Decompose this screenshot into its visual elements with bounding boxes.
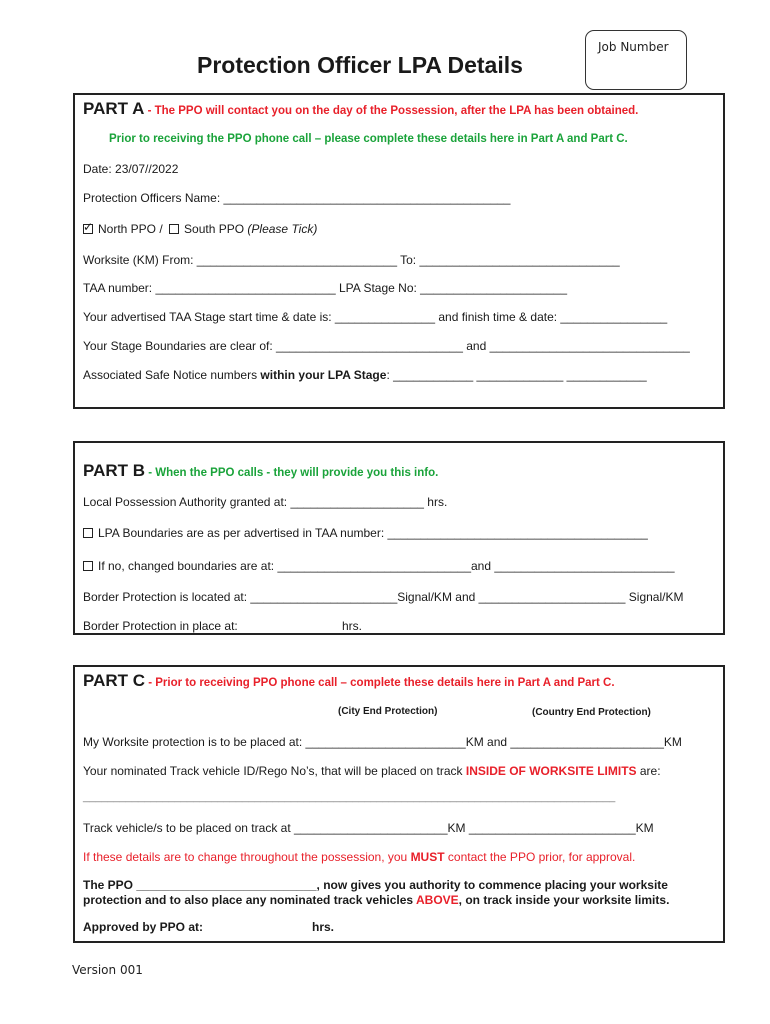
nominated-vehicles-label (83, 764, 661, 778)
part-c-subheading: - Prior to receiving PPO phone call – complete these details here in Part A and Part C. (145, 677, 615, 689)
approved-label: Approved by PPO at: (83, 920, 204, 934)
authority-line-2 (83, 893, 669, 907)
changed-boundaries-checkbox[interactable] (83, 561, 93, 571)
lpa-boundaries-checkbox[interactable] (83, 528, 93, 538)
border-in-place-label: Border Protection in place at: (83, 619, 238, 633)
taa-number-field[interactable]: TAA number: ___________________________ LPA Stage No: ______________________ (83, 281, 567, 295)
lpa-boundaries-row (83, 526, 648, 540)
job-number-label: Job Number (598, 40, 669, 54)
border-located-field[interactable]: Border Protection is located at: ______________________Signal/KM and ______________________ Signal/KM (83, 590, 684, 604)
part-a-subheading: - The PPO will contact you on the day of the Possession, after the LPA has been obtained. (144, 105, 639, 117)
authority-prefix: protection and to also place any nominated track vehicles (83, 893, 416, 907)
part-c-header (83, 671, 615, 691)
job-number-box[interactable] (585, 30, 687, 90)
approved-hrs: hrs. (312, 920, 335, 934)
version-label: Version 001 (72, 963, 143, 977)
nominated-prefix: Your nominated Track vehicle ID/Rego No’s, that will be placed on track (83, 764, 466, 778)
part-b-section (73, 441, 725, 635)
change-suffix: contact the PPO prior, for approval. (444, 850, 636, 864)
worksite-km-field[interactable]: Worksite (KM) From: ______________________________ To: ______________________________ (83, 253, 620, 267)
safe-notice-field[interactable] (83, 368, 647, 382)
stage-boundaries-field[interactable]: Your Stage Boundaries are clear of: ____________________________ and ______________________________ (83, 339, 690, 353)
city-end-label: (City End Protection) (338, 706, 438, 717)
change-must: MUST (410, 850, 445, 864)
part-b-header (83, 461, 438, 481)
part-a-header (83, 99, 638, 119)
advertised-time-field[interactable]: Your advertised TAA Stage start time & date is: _______________ and finish time & date: ________________ (83, 310, 668, 324)
south-ppo-checkbox[interactable] (169, 224, 179, 234)
part-a-section (73, 93, 725, 409)
local-authority-field[interactable]: Local Possession Authority granted at: ____________________ hrs. (83, 495, 448, 509)
part-a-heading: PART A (83, 99, 145, 118)
south-ppo-label: South PPO (184, 222, 245, 236)
changed-boundaries-label: If no, changed boundaries are at: _____________________________and ___________________________ (98, 559, 675, 573)
country-end-label: (Country End Protection) (532, 707, 651, 718)
safe-notice-bold: within your LPA Stage (260, 368, 387, 382)
part-a-instruction: Prior to receiving the PPO phone call – please complete these details here in Part A and Part C. (109, 133, 628, 145)
safe-notice-prefix: Associated Safe Notice numbers (83, 368, 261, 382)
nominated-vehicles-blank[interactable]: _______________________________________________________________________________________ (83, 791, 616, 803)
border-in-place-hrs: hrs. (342, 619, 363, 633)
authority-suffix: , on track inside your worksite limits. (458, 893, 670, 907)
nominated-red: INSIDE OF WORKSITE LIMITS (465, 764, 637, 778)
worksite-protection-field[interactable]: My Worksite protection is to be placed at: ________________________KM and _______________________KM (83, 735, 682, 749)
authority-line-1[interactable]: The PPO ___________________________, now gives you authority to commence placing your worksite (83, 878, 668, 892)
nominated-suffix: are: (636, 764, 661, 778)
lpa-boundaries-label: LPA Boundaries are as per advertised in TAA number: _______________________________________ (98, 526, 648, 540)
authority-above: ABOVE (415, 893, 459, 907)
track-vehicles-field[interactable]: Track vehicle/s to be placed on track at _______________________KM _________________________KM (83, 821, 654, 835)
page-title: Protection Officer LPA Details (197, 52, 523, 78)
officer-name-field[interactable]: Protection Officers Name: ___________________________________________ (83, 191, 511, 205)
change-notice (83, 850, 635, 864)
change-prefix: If these details are to change throughout the possession, you (83, 850, 411, 864)
part-b-heading: PART B (83, 461, 146, 480)
part-b-subheading: - When the PPO calls - they will provide you this info. (145, 467, 439, 479)
date-field: Date: 23/07//2022 (83, 162, 179, 176)
safe-notice-blanks: : ____________ _____________ ____________ (386, 368, 647, 382)
part-c-heading: PART C (83, 671, 146, 690)
north-ppo-label: North PPO / (98, 222, 163, 236)
changed-boundaries-row (83, 559, 675, 573)
ppo-tick-row (83, 222, 317, 236)
please-tick-note: (Please Tick) (247, 222, 318, 236)
north-ppo-checkbox[interactable] (83, 224, 93, 234)
part-c-section (73, 665, 725, 943)
